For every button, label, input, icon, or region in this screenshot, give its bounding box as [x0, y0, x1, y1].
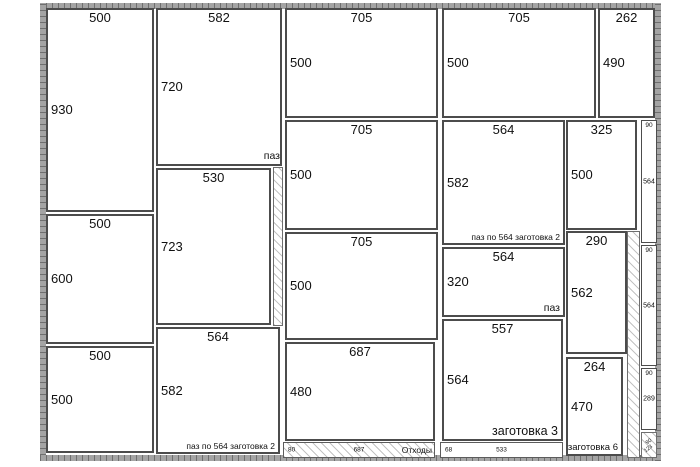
piece-width-label: 564	[492, 249, 515, 264]
piece-width-label: 557	[491, 321, 514, 336]
piece-height-label: 723	[161, 238, 183, 254]
waste-strip-bottom	[283, 442, 435, 458]
piece-corner-note: заготовка 6	[567, 442, 618, 453]
piece-height-label: 500	[290, 277, 312, 293]
piece-width-label: 564	[492, 122, 515, 137]
waste-size-label: 123	[643, 443, 655, 454]
piece-705x500	[285, 8, 438, 118]
piece-90x564	[641, 120, 657, 243]
piece-height-label: 564	[643, 302, 655, 309]
piece-width-label: 90	[645, 247, 653, 254]
piece-width-label: 290	[585, 233, 608, 248]
piece-564x320	[442, 247, 565, 317]
piece-564x582	[156, 327, 280, 454]
strip-label-center: 687	[353, 446, 365, 454]
piece-500x600	[46, 214, 154, 344]
piece-width-label: 582	[208, 10, 230, 25]
piece-530x723	[156, 168, 271, 325]
piece-264x470	[566, 357, 623, 456]
waste-size-label: 90	[644, 437, 654, 446]
piece-width-label: 500	[89, 216, 111, 231]
piece-height-label: 564	[643, 178, 655, 185]
offcut-strip-bottom	[440, 442, 563, 458]
waste-labels	[642, 433, 656, 457]
piece-height-label: 490	[603, 54, 625, 70]
piece-width-label: 705	[350, 122, 373, 137]
piece-width-label: 705	[350, 10, 373, 25]
piece-corner-note: паз по 564 заготовка 2	[186, 441, 275, 451]
piece-width-label: 500	[89, 348, 111, 363]
piece-height-label: 500	[290, 54, 312, 70]
piece-height-label: 480	[290, 383, 312, 399]
piece-height-label: 564	[447, 371, 469, 387]
waste-area	[273, 167, 283, 326]
piece-height-label: 930	[51, 101, 73, 117]
piece-564x582	[442, 120, 565, 245]
piece-height-label: 320	[447, 273, 469, 289]
piece-width-label: 564	[207, 329, 229, 344]
piece-90x564	[641, 245, 657, 366]
piece-500x930	[46, 8, 154, 212]
piece-705x500	[442, 8, 596, 118]
strip-label-left: 68	[445, 446, 453, 454]
piece-corner-note: паз	[543, 302, 560, 314]
piece-687x480	[285, 342, 435, 441]
piece-height-label: 500	[447, 54, 469, 70]
piece-height-label: 500	[51, 391, 73, 407]
piece-height-label: 562	[571, 284, 593, 300]
piece-705x500	[285, 232, 438, 340]
piece-height-label: 582	[161, 382, 183, 398]
waste-area	[627, 231, 640, 458]
piece-290x562	[566, 231, 627, 354]
piece-height-label: 500	[290, 166, 312, 182]
piece-width-label: 262	[615, 10, 638, 25]
strip-label-center: 533	[496, 446, 507, 454]
piece-557x564	[442, 319, 563, 441]
piece-width-label: 325	[590, 122, 613, 137]
piece-262x490	[598, 8, 655, 118]
piece-height-label: 582	[447, 174, 469, 190]
piece-width-label: 90	[645, 122, 653, 129]
piece-705x500	[285, 120, 438, 230]
piece-width-label: 705	[350, 234, 373, 249]
piece-500x500	[46, 346, 154, 453]
groove-annotation: паз	[263, 150, 280, 162]
piece-width-label: 530	[202, 170, 225, 185]
waste-area	[641, 432, 657, 458]
strip-label-left: 80	[288, 446, 296, 454]
piece-height-label: 500	[571, 166, 593, 182]
piece-height-label: 470	[571, 398, 593, 414]
piece-width-label: 264	[583, 359, 606, 374]
piece-325x500	[566, 120, 637, 230]
piece-corner-note: паз по 564 заготовка 2	[471, 232, 560, 242]
piece-width-label: 500	[89, 10, 111, 25]
piece-582x720	[156, 8, 282, 166]
piece-corner-note: заготовка 3	[492, 424, 558, 438]
piece-height-label: 600	[51, 270, 73, 286]
piece-90x289	[641, 368, 657, 430]
piece-height-label: 289	[643, 395, 655, 403]
piece-height-label: 720	[161, 78, 183, 94]
strip-label-right: Отходы	[401, 445, 432, 455]
piece-width-label: 687	[349, 344, 371, 359]
piece-width-label: 705	[508, 10, 530, 25]
piece-width-label: 90	[645, 370, 653, 377]
